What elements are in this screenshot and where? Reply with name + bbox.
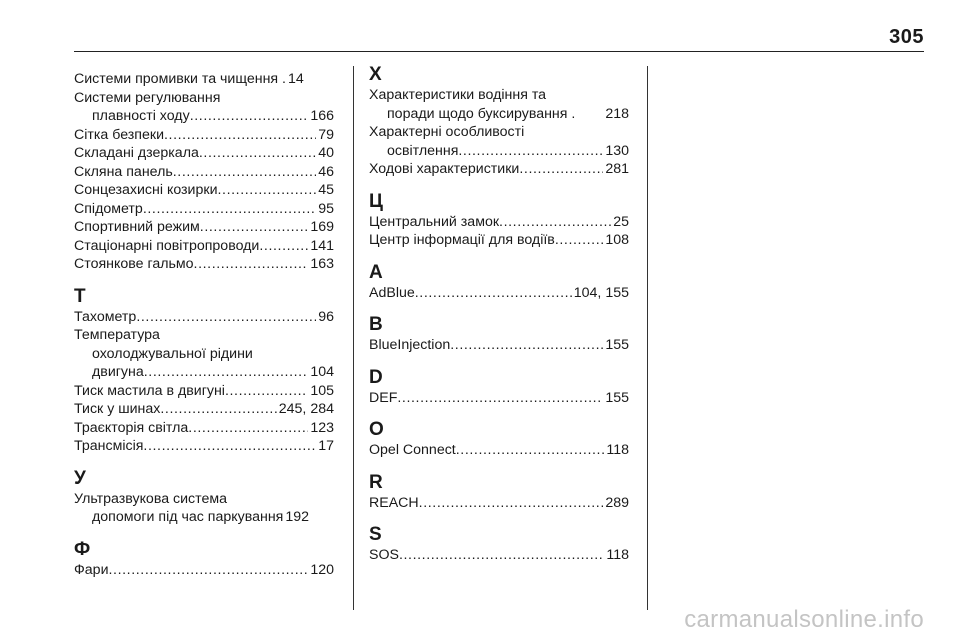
index-entry-heading: Характеристики водіння та [369, 87, 547, 103]
section-letter: Ф [74, 538, 91, 560]
index-subentry: плавності ходу ..... 166 [74, 107, 334, 126]
index-entry-heading: Системи регулювання [74, 89, 221, 106]
column-divider [353, 66, 354, 610]
index-entry: Тиск у шинах ..... 245, 284 [74, 400, 334, 419]
index-subentry: поради щодо буксирування . 218 [387, 105, 629, 122]
index-entry: SOS ..... 118 [369, 546, 629, 565]
index-entry: Сітка безпеки ..... 79 [74, 126, 334, 145]
section-letter: Ц [369, 190, 383, 212]
index-entry-heading: Ультразвукова система [74, 490, 228, 507]
index-entry-heading: Температура [74, 327, 160, 343]
index-column-2 [369, 64, 629, 565]
section-letter: R [369, 471, 383, 493]
section-letter: B [369, 314, 383, 335]
index-entry: Центральний замок ..... 25 [369, 213, 629, 232]
section-letter: Т [74, 285, 86, 307]
watermark: carmanualsonline.info [684, 606, 924, 633]
index-column-1 [74, 70, 334, 579]
header-rule [74, 51, 924, 52]
index-entry: Центр інформації для водіїв ..... 108 [369, 231, 629, 250]
index-entry: Стаціонарні повітропроводи ..... 141 [74, 237, 334, 256]
index-subentry: двигуна ..... 104 [74, 363, 334, 382]
index-entry: Ходові характеристики ..... 281 [369, 160, 629, 179]
index-entry: Стоянкове гальмо ..... 163 [74, 255, 334, 274]
section-letter: Х [369, 64, 382, 85]
index-entry: AdBlue ..... 104, 155 [369, 284, 629, 303]
section-letter: S [369, 524, 382, 545]
index-entry: DEF ..... 155 [369, 389, 629, 408]
section-letter: A [369, 261, 383, 283]
index-entry: Спортивний режим ..... 169 [74, 218, 334, 237]
index-entry: Тиск мастила в двигуні ..... 105 [74, 382, 334, 401]
index-entry: Opel Connect ..... 118 [369, 441, 629, 460]
section-letter: O [369, 419, 384, 440]
index-subentry: допомоги під час паркування 192 [92, 509, 310, 525]
section-letter: У [74, 467, 86, 489]
index-entry: Спідометр ..... 95 [74, 200, 334, 219]
page-number: 305 [889, 26, 924, 48]
index-entry: Тахометр ..... 96 [74, 308, 334, 327]
index-entry-heading: Характерні особливості [369, 124, 525, 140]
index-entry: REACH ..... 289 [369, 494, 629, 513]
index-entry: Фари ..... 120 [74, 561, 334, 580]
index-subentry-heading: охолоджувальної рідини [92, 345, 253, 362]
index-subentry: освітлення ..... 130 [369, 142, 629, 161]
index-entry: BlueInjection ..... 155 [369, 336, 629, 355]
index-entry: Системи промивки та чищення . 14 [74, 71, 304, 87]
section-letter: D [369, 366, 383, 388]
column-divider [647, 66, 648, 610]
index-entry: Трансмісія ..... 17 [74, 437, 334, 456]
index-entry: Траєкторія світла ..... 123 [74, 419, 334, 438]
index-entry: Скляна панель ..... 46 [74, 163, 334, 182]
index-entry: Складані дзеркала ..... 40 [74, 144, 334, 163]
index-entry: Сонцезахисні козирки ..... 45 [74, 181, 334, 200]
